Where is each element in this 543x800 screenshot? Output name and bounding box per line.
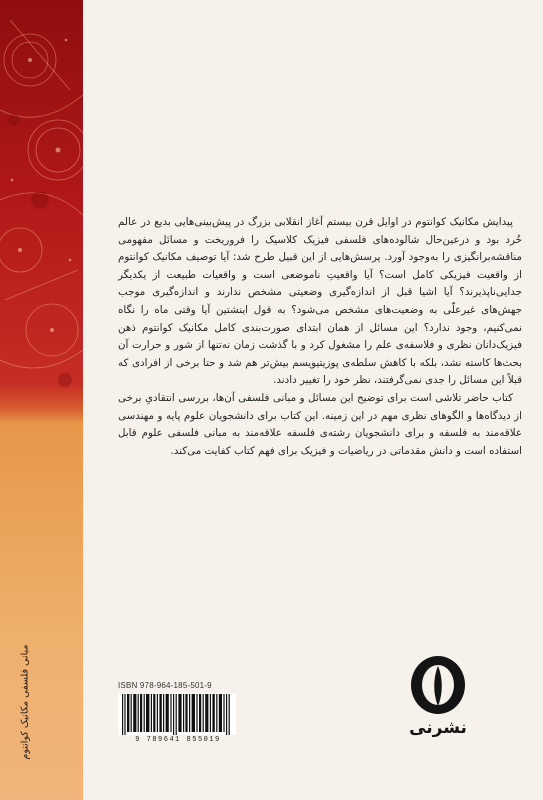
isbn-block — [118, 681, 238, 744]
spine-label — [17, 608, 33, 796]
astronomical-artwork — [0, 0, 83, 800]
spine-strip — [0, 0, 83, 800]
blurb-paragraph-1: پیدایش مکانیک کوانتوم در اوایل قرن بیستم آغاز انقلابی بزرگ در پیش‌بینی‌هایی بدیع در عالم خُرد بود و درعین‌حال شالوده‌های فلسفی فیزیک کلاسیک را فروریخت و مسائل مفهومی مناقشه‌برانگیزی را به‌وجود آورد. پرسش‌هایی از این قبیل طرح شد: آیا توصیف مکانیک کوانتوم از واقعیت فیزیکی کامل است؟ آیا واقعیتِ ناموضعی است و واقعیات طبیعت از یکدیگر جدایی‌ناپذیرند؟ آیا اشیا قبل از اندازه‌گیری وضعیتی مشخص ندارند و اندازه‌گیری موجب جهش‌های غیرعلّی به وضعیت‌های مشخص می‌شود؟ به قول اینشتین آیا وقتی ماه را نگاه نمی‌کنیم، وجود ندارد؟ این مسائل از همان ابتدای صورت‌بندی کامل مکانیک کوانتوم ذهن فیزیک‌دانان نظری و فلاسفه‌ی علم را مشغول کرد و با گذشت زمان نه‌تنها از شور و حرارت آن بحث‌ها کاسته نشد، بلکه با کاهش سلطه‌ی پوزیتیویسم بیش‌تر هم شد و حتا برخی از افرادی که قبلاً این مسائل را جدی نمی‌گرفتند، نظر خود را تغییر دادند. — [118, 216, 522, 387]
publisher-logo — [403, 654, 473, 738]
blurb-paragraph-2: کتاب حاضر تلاشی است برای توضیح این مسائل و مبانی فلسفی آن‌ها، بررسی انتقادیِ برخی از دیدگاه‌ها و الگوهای نظری مهم در این زمینه. این کتاب برای دانشجویان علوم پایه و مهندسی علاقه‌مند به فلسفه و برای دانشجویان رشته‌ی فلسفه علاقه‌مند به مبانی فلسفی علوم قابل استفاده است و دانش مقدماتی در ریاضیات و فیزیک برای فهم کتاب کفایت می‌کند. — [118, 391, 522, 457]
publisher-name: نشرنی — [409, 718, 467, 738]
blurb-text — [118, 214, 522, 460]
spine-title: مبانی فلسفی مکانیک کوانتوم — [19, 644, 31, 760]
barcode-digits: 9 789641 855019 — [135, 736, 221, 744]
isbn-number: ISBN 978-964-185-501-9 — [118, 681, 212, 690]
barcode-image — [118, 693, 236, 735]
reed-pen-icon — [409, 654, 467, 716]
